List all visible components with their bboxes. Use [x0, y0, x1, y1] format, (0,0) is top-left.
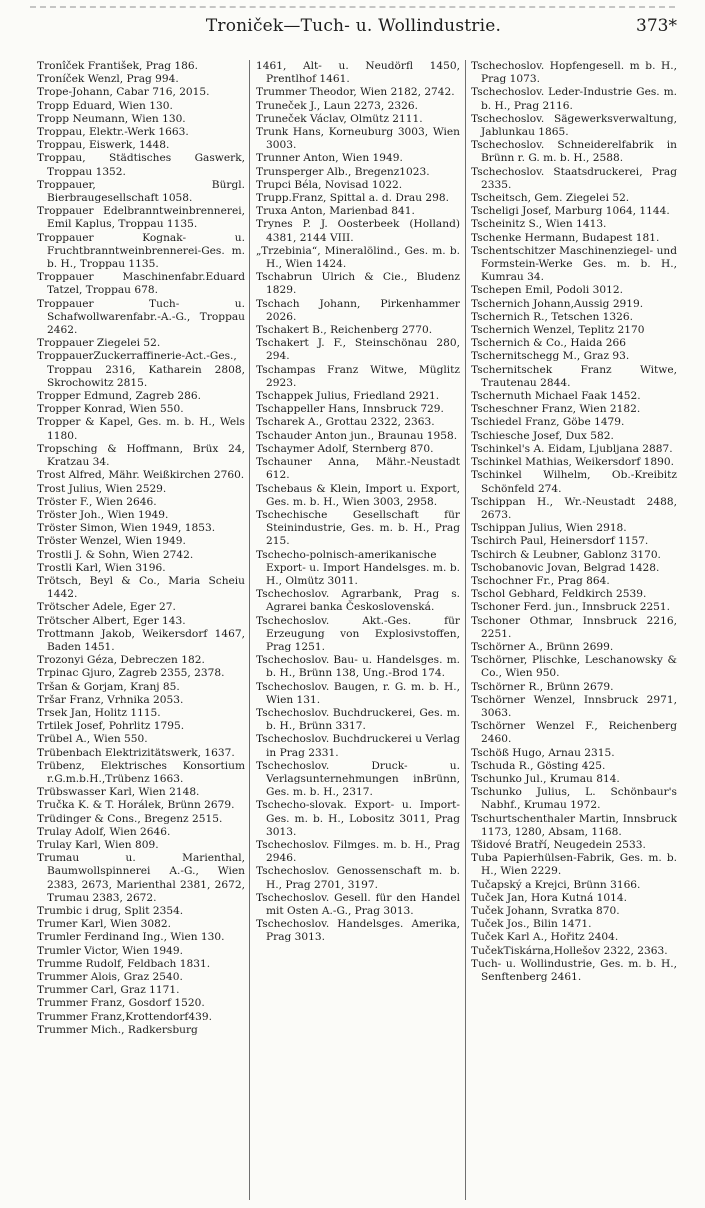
directory-entry: Trübel A., Wien 550. — [37, 733, 148, 746]
directory-entry: Tručka K. & T. Horálek, Brünn 2679. — [37, 799, 235, 812]
directory-entry: Tuba Papierhülsen-Fabrik, Ges. m. b. H., Wien 2229. — [471, 852, 677, 878]
directory-entry: Trummer Theodor, Wien 2182, 2742. — [256, 86, 455, 99]
directory-entry: Trtilek Josef, Pohrlitz 1795. — [37, 720, 185, 733]
directory-entry: Trulay Adolf, Wien 2646. — [37, 825, 171, 838]
directory-entry: Tschecho-polnisch-amerikanische Export- u. Import Handelsges. m. b. H., Olmütz 3011. — [256, 548, 460, 587]
directory-entry: Tschol Gebhard, Feldkirch 2539. — [471, 588, 647, 601]
directory-entry: Tschechoslov. Handelsges. Amerika, Prag 3013. — [256, 918, 460, 944]
directory-entry: Troppauer Ziegelei 52. — [37, 337, 161, 350]
running-title: Troniček—Tuch- u. Wollindustrie. — [205, 16, 502, 36]
directory-entry: „Trzebinia“, Mineralölind., Ges. m. b. H., Wien 1424. — [256, 244, 460, 271]
directory-entry: Tschernitschegg M., Graz 93. — [471, 350, 630, 363]
directory-entry: Tschernich R., Tetschen 1326. — [471, 310, 633, 323]
directory-entry: Truneček J., Laun 2273, 2326. — [256, 99, 418, 112]
directory-entry: Trost Julius, Wien 2529. — [37, 482, 167, 495]
directory-entry: Tschoner Othmar, Innsbruck 2216, 2251. — [471, 614, 677, 640]
directory-entry: Tschechoslov. Genossenschaft m. b. H., Prag 2701, 3197. — [256, 865, 460, 891]
directory-entry: Troppau, Städtisches Gaswerk, Troppau 1352. — [37, 152, 245, 178]
directory-entry: Tschechoslov. Buchdruckerei, Ges. m. b. H., Brünn 3317. — [256, 706, 460, 733]
directory-entry: Trpinac Gjuro, Zagreb 2355, 2378. — [37, 667, 225, 680]
directory-entry: Tschaymer Adolf, Sternberg 870. — [256, 442, 434, 455]
directory-entry: Tropp Eduard, Wien 130. — [37, 99, 173, 112]
directory-entry: Tschechoslov. Druck- u. Verlagsunternehmungen inBrünn, Ges. m. b. H., 2317. — [256, 759, 460, 799]
directory-entry: Tschechoslov. Buchdruckerei u Verlag in Prag 2331. — [256, 733, 460, 759]
directory-entry: Troppau, Eiswerk, 1448. — [37, 139, 170, 152]
directory-entry: Tscheligi Josef, Marburg 1064, 1144. — [471, 205, 670, 218]
directory-entry: Tröster F., Wien 2646. — [37, 495, 157, 508]
directory-entry: Tschechoslov. Akt.-Ges. für Erzeugung von Explosivstoffen, Prag 1251. — [256, 614, 460, 653]
directory-entry: Trunk Hans, Korneuburg 3003, Wien 3003. — [256, 126, 460, 152]
directory-entry: Tscheinitz S., Wien 1413. — [471, 218, 607, 231]
directory-entry: Tschappek Julius, Friedland 2921. — [256, 390, 440, 403]
directory-entry: Tschauner Anna, Mähr.-Neustadt 612. — [256, 456, 460, 482]
directory-entry: Tschampas Franz Witwe, Müglitz 2923. — [256, 363, 460, 389]
directory-column-1 — [37, 60, 245, 1200]
directory-entry: Trottmann Jakob, Weikersdorf 1467, Baden 1451. — [37, 627, 245, 653]
directory-entry: Trostli Karl, Wien 3196. — [37, 561, 166, 574]
directory-entry: Tscharek A., Grottau 2322, 2363. — [256, 416, 435, 429]
directory-entry: Trozonyi Géza, Debreczen 182. — [37, 654, 205, 667]
directory-entry: Tschechoslov. Filmges. m. b. H., Prag 2946. — [256, 838, 460, 865]
top-scan-noise — [30, 6, 675, 10]
directory-entry: 1461, Alt- u. Neudörfl 1450, Prentlhof 1461. — [256, 60, 460, 86]
directory-entry: Trumau u. Marienthal, Baumwollspinnerei A.-G., Wien 2383, 2673, Marienthal 2381, 2672, Trumau 2383, 2672. — [37, 852, 245, 904]
directory-entry: Tschernitschek Franz Witwe, Trautenau 2844. — [471, 363, 677, 389]
directory-entry: Tschunko Jul., Krumau 814. — [471, 772, 620, 785]
directory-entry: Tschakert B., Reichenberg 2770. — [256, 324, 433, 337]
directory-entry: Tschechoslov. Leder-Industrie Ges. m. b. H., Prag 2116. — [471, 86, 677, 112]
directory-entry: Trost Alfred, Mähr. Weißkirchen 2760. — [37, 469, 245, 482]
directory-entry: TroppauerZuckerraffinerie-Act.-Ges., Troppau 2316, Katharein 2808, Skrochowitz 2815. — [37, 350, 245, 389]
directory-entry: Tschunko Julius, L. Schönbaur's Nabhf., Krumau 1972. — [471, 786, 677, 812]
directory-entry: Tschechoslov. Bau- u. Handelsges. m. b. H., Brünn 138, Ung.-Brod 174. — [256, 654, 460, 680]
directory-entry: Tscheitsch, Gem. Ziegelei 52. — [471, 192, 630, 205]
directory-entry: Tschebaus & Klein, Import u. Export, Ges. m. b. H., Wien 3003, 2958. — [256, 482, 460, 508]
directory-entry: Trostli J. & Sohn, Wien 2742. — [37, 548, 194, 561]
directory-entry: Trübenbach Elektrizitätswerk, 1637. — [37, 746, 235, 759]
directory-entry: Trummer Franz,Krottendorf439. — [37, 1010, 212, 1023]
directory-entry: Troppau, Elektr.-Werk 1663. — [37, 126, 189, 139]
directory-entry: Trübswasser Karl, Wien 2148. — [37, 786, 200, 799]
directory-entry: Trötscher Adele, Eger 27. — [37, 601, 176, 614]
directory-entry: Tschobanovic Jovan, Belgrad 1428. — [471, 561, 660, 574]
directory-entry: Troppauer Maschinenfabr.Eduard Tatzel, Troppau 678. — [37, 271, 245, 297]
directory-entry: Tschippan H., Wr.-Neustadt 2488, 2673. — [471, 495, 677, 521]
directory-column-3 — [471, 60, 677, 1200]
directory-entry: Tropsching & Hoffmann, Brüx 24, Kratzau 34. — [37, 442, 245, 469]
directory-entry: Tschinkel Mathias, Weikersdorf 1890. — [471, 456, 674, 469]
directory-entry: Tuček Jos., Bilin 1471. — [471, 918, 592, 931]
directory-entry: Tschinkel's A. Eidam, Ljubljana 2887. — [471, 442, 673, 455]
directory-entry: Tschoner Ferd. jun., Innsbruck 2251. — [471, 601, 671, 614]
directory-entry: Tschuda R., Gösting 425. — [471, 759, 606, 772]
directory-entry: Tschechoslov. Sägewerksverwaltung, Jablunkau 1865. — [471, 112, 677, 139]
directory-entry: Tschippan Julius, Wien 2918. — [471, 522, 627, 535]
directory-entry: Truxa Anton, Marienbad 841. — [256, 205, 415, 218]
directory-entry: Tuček Karl A., Hořitz 2404. — [471, 931, 619, 944]
directory-entry: Tschörner, Plischke, Leschanowsky & Co., Wien 950. — [471, 654, 677, 680]
directory-entry: Tschechoslov. Baugen, r. G. m. b. H., Wien 131. — [256, 680, 460, 706]
directory-entry: Tršar Franz, Vrhnika 2053. — [37, 693, 184, 706]
directory-entry: Tschecho-slovak. Export- u. Import-Ges. m. b. H., Lobositz 3011, Prag 3013. — [256, 799, 460, 838]
directory-entry: Trumler Ferdinand Ing., Wien 130. — [37, 931, 225, 944]
directory-entry: Tschernuth Michael Faak 1452. — [471, 390, 641, 403]
directory-entry: Tschinkel Wilhelm, Ob.-Kreibitz Schönfeld 274. — [471, 469, 677, 495]
directory-entry: Trüdinger & Cons., Bregenz 2515. — [37, 812, 223, 825]
directory-entry: Troppauer Edelbranntweinbrennerei, Emil Kaplus, Troppau 1135. — [37, 205, 245, 231]
directory-entry: Tschechoslov. Schneiderelfabrik in Brünn r. G. m. b. H., 2588. — [471, 139, 677, 165]
directory-column-2 — [256, 60, 460, 1200]
directory-entry: Tschernich Johann,Aussig 2919. — [471, 297, 644, 310]
directory-entry: Tschepen Emil, Podoli 3012. — [471, 284, 623, 297]
directory-entry: Tschechoslov. Gesell. für den Handel mit Osten A.-G., Prag 3013. — [256, 891, 460, 917]
directory-entry: Trupp.Franz, Spittal a. d. Drau 298. — [256, 192, 449, 205]
directory-entry: Tuček Jan, Hora Kutná 1014. — [471, 891, 627, 904]
directory-entry: Tschappeller Hans, Innsbruck 729. — [256, 403, 444, 416]
directory-entry: Tschörner R., Brünn 2679. — [471, 680, 614, 693]
page-number: 373* — [636, 16, 677, 36]
directory-entry: Tschirch & Leubner, Gablonz 3170. — [471, 548, 661, 561]
directory-entry: Tschiesche Josef, Dux 582. — [471, 429, 614, 442]
directory-entry: Tschörner Wenzel, Innsbruck 2971, 3063. — [471, 693, 677, 719]
directory-entry: Trsek Jan, Holitz 1115. — [37, 706, 161, 719]
directory-entry: Tropper Edmund, Zagreb 286. — [37, 390, 202, 403]
directory-columns — [37, 60, 677, 1200]
directory-entry: Tschirch Paul, Heinersdorf 1157. — [471, 535, 649, 548]
directory-entry: Troppauer Kognak- u. Fruchtbranntweinbrennerei-Ges. m. b. H., Troppau 1135. — [37, 231, 245, 271]
directory-entry: Tropper Konrad, Wien 550. — [37, 403, 184, 416]
directory-entry: Tschöß Hugo, Arnau 2315. — [471, 746, 615, 759]
directory-entry: Trummer Alois, Graz 2540. — [37, 971, 183, 984]
directory-entry: Trynes P. J. Oosterbeek (Holland) 4381, 2144 VIII. — [256, 218, 460, 244]
directory-entry: Tschörner A., Brünn 2699. — [471, 640, 614, 653]
directory-entry: Troppauer Tuch- u. Schafwollwarenfabr.-A.-G., Troppau 2462. — [37, 297, 245, 337]
directory-entry: Tschenke Hermann, Budapest 181. — [471, 231, 660, 244]
directory-entry: Trunsperger Alb., Bregenz1023. — [256, 165, 430, 178]
directory-entry: Tschakert J. F., Steinschönau 280, 294. — [256, 337, 460, 363]
directory-entry: Tröster Joh., Wien 1949. — [37, 508, 169, 521]
directory-entry: Tschechoslov. Agrarbank, Prag s. Agrarei banka Československá. — [256, 588, 460, 614]
directory-entry: Tučapský a Krejci, Brünn 3166. — [471, 878, 641, 891]
directory-entry: Truneček Václav, Olmütz 2111. — [256, 112, 423, 125]
directory-entry: Tšidové Bratří, Neugedein 2533. — [471, 838, 646, 851]
directory-entry: Tschechische Gesellschaft für Steinindustrie, Ges. m. b. H., Prag 215. — [256, 508, 460, 548]
directory-entry: Trübenz, Elektrisches Konsortium r.G.m.b.H.,Trübenz 1663. — [37, 759, 245, 785]
directory-entry: Tuček Johann, Svratka 870. — [471, 905, 620, 917]
directory-entry: Trötsch, Beyl & Co., Maria Scheiu 1442. — [37, 574, 245, 601]
directory-entry: Trumme Rudolf, Feldbach 1831. — [37, 957, 211, 970]
directory-entry: Tronîček František, Prag 186. — [37, 60, 199, 72]
directory-entry: Tschechoslov. Hopfengesell. m b. H., Prag 1073. — [471, 60, 677, 86]
directory-entry: Tršan & Gorjam, Kranj 85. — [37, 680, 180, 693]
directory-entry: Trumler Victor, Wien 1949. — [37, 944, 184, 957]
directory-entry: Trummer Franz, Gosdorf 1520. — [37, 997, 205, 1010]
directory-entry: Tscheschner Franz, Wien 2182. — [471, 403, 641, 416]
directory-entry: Tschochner Fr., Prag 864. — [471, 574, 610, 587]
directory-entry: Tropp Neumann, Wien 130. — [37, 112, 186, 125]
directory-entry: Trupci Béla, Novisad 1022. — [256, 178, 403, 191]
directory-entry: Trumer Karl, Wien 3082. — [37, 918, 171, 931]
directory-entry: Tschernich Wenzel, Teplitz 2170 — [471, 324, 645, 337]
page-header — [30, 16, 677, 46]
directory-entry: Tröster Simon, Wien 1949, 1853. — [37, 522, 216, 535]
directory-entry: Tschentschitzer Maschinenziegel- und Formstein-Werke Ges. m. b. H., Kumrau 34. — [471, 244, 677, 284]
directory-entry: Tschernich & Co., Haida 266 — [471, 337, 626, 350]
directory-entry: Troppauer, Bürgl. Bierbraugesellschaft 1058. — [37, 178, 245, 205]
directory-entry: Trumbic i drug, Split 2354. — [37, 905, 184, 917]
directory-entry: Tröster Wenzel, Wien 1949. — [37, 535, 186, 548]
directory-entry: TučekTiskárna,Hollešov 2322, 2363. — [471, 944, 668, 957]
directory-entry: Trulay Karl, Wien 809. — [37, 838, 159, 851]
directory-entry: Trummer Mich., Radkersburg — [37, 1023, 198, 1036]
directory-entry: Trummer Carl, Graz 1171. — [37, 984, 180, 997]
directory-entry: Tschechoslov. Staatsdruckerei, Prag 2335. — [471, 165, 677, 191]
directory-entry: Trötscher Albert, Eger 143. — [37, 614, 186, 627]
directory-entry: Tschiedel Franz, Göbe 1479. — [471, 416, 625, 429]
directory-entry: Tschauder Anton jun., Braunau 1958. — [256, 429, 458, 442]
directory-entry: Tschach Johann, Pirkenhammer 2026. — [256, 297, 460, 323]
directory-entry: Tschurtschenthaler Martin, Innsbruck 1173, 1280, Absam, 1168. — [471, 812, 677, 838]
directory-entry: Tschabrun Ulrich & Cie., Bludenz 1829. — [256, 271, 460, 297]
directory-entry: Troníček Wenzl, Prag 994. — [37, 73, 179, 86]
directory-entry: Trope-Johann, Cabar 716, 2015. — [37, 86, 210, 99]
directory-entry: Trunner Anton, Wien 1949. — [256, 152, 403, 165]
directory-entry: Tschörner Wenzel F., Reichenberg 2460. — [471, 720, 677, 746]
directory-entry: Tuch- u. Wollindustrie, Ges. m. b. H., Senftenberg 2461. — [471, 957, 677, 984]
directory-entry: Tropper & Kapel, Ges. m. b. H., Wels 1180. — [37, 416, 245, 442]
